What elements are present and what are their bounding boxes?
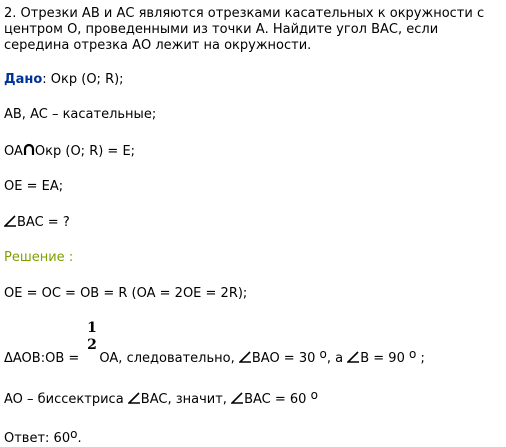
- line2-end: ;: [420, 351, 425, 366]
- line2-prefix: ΔAOB:OB =: [4, 351, 84, 366]
- angle-icon: [4, 215, 17, 227]
- intersection-line: [4, 143, 135, 160]
- fraction-denominator: 2: [87, 337, 97, 353]
- solution-heading: [4, 250, 73, 266]
- angle-bao: BAO = 30: [251, 351, 316, 366]
- degree-mark: o: [409, 347, 417, 361]
- angle-question-text: BAC = ?: [17, 215, 70, 230]
- answer-end: .: [77, 431, 82, 446]
- degree-mark: o: [319, 347, 327, 361]
- line2-mid: OA, следовательно,: [99, 351, 239, 366]
- oe-line: OE = EA;: [4, 179, 64, 194]
- solution-label: Решение: [4, 250, 65, 265]
- angle-icon: [128, 392, 141, 404]
- angle-icon: [231, 392, 244, 404]
- line3-bac2: BAC = 60: [244, 392, 307, 407]
- given-colon: :: [42, 72, 47, 87]
- oa-text: OA: [4, 144, 23, 159]
- line3-prefix: AO – биссектриса: [4, 392, 128, 407]
- line2-a: , а: [326, 351, 348, 366]
- solution-line-3: [4, 387, 318, 408]
- degree-mark: o: [310, 388, 318, 402]
- answer-line: [4, 426, 82, 447]
- given-circle: Окр (O; R);: [46, 72, 124, 87]
- solution-line-2: [4, 346, 425, 367]
- angle-b: B = 90: [360, 351, 405, 366]
- degree-mark: o: [70, 427, 78, 441]
- angle-question-line: [4, 215, 70, 231]
- problem-text: 2. Отрезки АВ и АС являются отрезками касательных к окружности с центром О, проведенными из точки А. Найдите угол ВАС, если середина отрезка АО лежит на окружности.: [4, 6, 485, 53]
- answer-text: Ответ: 60: [4, 431, 71, 446]
- solution-line-1: OE = OC = OB = R (OA = 2OE = 2R);: [4, 286, 248, 301]
- fraction-numerator: 1: [87, 320, 97, 336]
- given-line: [4, 72, 124, 88]
- intersection-rest: Окр (O; R) = E;: [34, 144, 136, 159]
- tangents-line: AB, AC – касательные;: [4, 107, 157, 122]
- line3-bac: BAC, значит,: [140, 392, 232, 407]
- angle-icon: [239, 351, 252, 363]
- solution-colon: :: [64, 250, 74, 265]
- given-label: Дано: [4, 72, 43, 87]
- angle-icon: [347, 351, 360, 363]
- intersection-icon: [23, 143, 35, 155]
